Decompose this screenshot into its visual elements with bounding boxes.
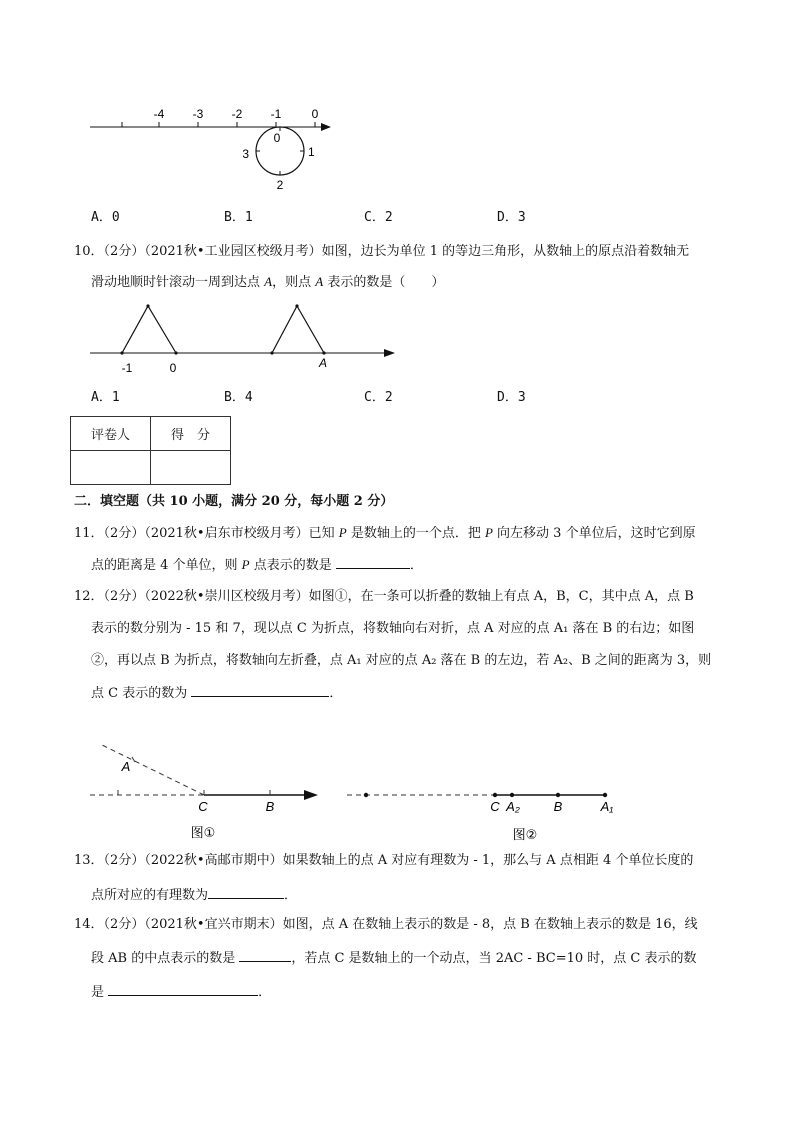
- q14-line-2: [91, 949, 696, 967]
- figure-caption: 图②: [512, 827, 538, 842]
- q14-line-1: [74, 917, 698, 933]
- q11-text: 点的距离是 4 个单位，则: [91, 558, 242, 573]
- grader-reviewer-cell[interactable]: [71, 451, 151, 485]
- tick-label: -1: [121, 361, 133, 375]
- q10-option-b[interactable]: B．4: [224, 390, 253, 405]
- tick-label: -4: [153, 107, 165, 121]
- tick-label: -1: [270, 107, 282, 121]
- q12-line-3: ②，再以点 B 为折点，将数轴向左折叠，点 A₁ 对应的点 A₂ 落在 B 的左边，若 A₂、B 之间的距离为 3，则: [91, 653, 712, 668]
- q14-text: 如图，点 A 在数轴上表示的数是 - 8，点 B 在数轴上表示的数是 16，线: [282, 917, 698, 932]
- q12-text: ．: [329, 686, 343, 701]
- q14-text: 是: [91, 985, 109, 1000]
- q11-text: ．: [409, 558, 423, 573]
- point-label-a2: A₂: [506, 799, 520, 814]
- vertex-dot: [270, 351, 273, 354]
- q10-var-a: A: [315, 274, 324, 289]
- q12-source: （2022秋•崇川区校级月考）: [144, 589, 309, 604]
- q13-text: 点所对应的有理数为: [91, 888, 209, 903]
- section-2-title: 二．填空题（共 10 小题，满分 20 分，每小题 2 分）: [74, 494, 394, 509]
- q14-answer-blank-1[interactable]: [239, 949, 291, 962]
- q11-source: （2021秋•启东市校级月考）: [144, 526, 309, 541]
- q13-source: （2022秋•高邮市期中）: [144, 853, 283, 868]
- q11-answer-blank[interactable]: [336, 556, 410, 569]
- q14-source: （2021秋•宜兴市期末）: [144, 917, 283, 932]
- tick-mark: [132, 757, 135, 762]
- tick-label: -3: [192, 107, 204, 121]
- arrow-head-icon: [384, 349, 395, 357]
- q14-answer-blank-2[interactable]: [108, 983, 258, 996]
- point-label-b: B: [553, 799, 563, 814]
- q12-text: 点 C 表示的数为: [91, 686, 192, 701]
- point-dot: [364, 793, 368, 797]
- grader-score-cell[interactable]: [151, 451, 231, 485]
- point-label-b: B: [265, 799, 275, 814]
- q10-text: 如图，边长为单位 1 的等边三角形，从数轴上的原点沿着数轴无: [321, 244, 690, 259]
- figure-caption: 图①: [190, 825, 216, 840]
- q9-option-a[interactable]: A．0: [91, 210, 120, 225]
- vertex-dot: [322, 351, 325, 354]
- point-label-a: A: [121, 759, 131, 774]
- q10-text: 滑动地顺时针滚动一周到达点: [91, 275, 265, 290]
- q12-figure-2: [345, 735, 635, 845]
- q10-text: ，则点: [272, 275, 316, 290]
- q9-option-c[interactable]: C．2: [364, 210, 393, 225]
- q9-option-b[interactable]: B．1: [224, 210, 253, 225]
- q10-line-2: [91, 274, 444, 291]
- q14-score: （2分）: [103, 917, 145, 932]
- circle-label-right: 1: [308, 145, 315, 159]
- q11-line-1: [74, 525, 696, 542]
- tick-label: 0: [311, 107, 319, 121]
- circle-label-bottom: 2: [276, 178, 284, 192]
- q12-line-4: [91, 684, 342, 702]
- q11-var-p: P: [241, 557, 250, 572]
- q10-source: （2021秋•工业园区校级月考）: [144, 244, 322, 259]
- q10-figure: [85, 300, 405, 380]
- q12-line-1: [74, 589, 694, 605]
- grader-score-header: 得 分: [151, 417, 231, 451]
- point-dot: [603, 793, 607, 797]
- q12-score: （2分）: [103, 589, 145, 604]
- q12-answer-blank[interactable]: [191, 684, 329, 697]
- tick-label: 0: [169, 361, 177, 375]
- q9-figure: [85, 100, 345, 195]
- q11-score: （2分）: [103, 526, 145, 541]
- q11-var-p: P: [484, 525, 493, 540]
- q11-text: 点表示的数是: [249, 558, 336, 573]
- folded-dashed-axis: [100, 744, 204, 795]
- arrow-head-icon: [321, 123, 331, 131]
- circle-label-left: 3: [242, 147, 249, 161]
- q13-line-2: [91, 886, 297, 904]
- arrow-head-icon: [304, 790, 318, 800]
- tick-label: -2: [231, 107, 243, 121]
- vertex-dot: [146, 304, 149, 307]
- vertex-dot: [120, 351, 123, 354]
- q13-text: ．: [284, 888, 298, 903]
- q11-var-p: P: [338, 525, 347, 540]
- point-label-c: C: [490, 799, 500, 814]
- q14-text: ．: [258, 985, 272, 1000]
- q12-figure-1: [88, 735, 328, 845]
- triangle-end: [272, 306, 324, 353]
- circle-label-top: 0: [273, 131, 281, 145]
- q13-answer-blank[interactable]: [208, 886, 284, 899]
- vertex-dot: [174, 351, 177, 354]
- q12-line-2: 表示的数分别为 - 15 和 7，现以点 C 为折点，将数轴向右对折，点 A 对应的点 A₁ 落在 B 的右边；如图: [91, 621, 695, 636]
- grader-table: [70, 416, 231, 485]
- q13-text: 如果数轴上的点 A 对应有理数为 - 1，那么与 A 点相距 4 个单位长度的: [282, 853, 694, 868]
- q13-line-1: [74, 853, 693, 869]
- q9-option-d[interactable]: D．3: [497, 210, 526, 225]
- q13-number: 13．: [74, 853, 104, 868]
- q11-number: 11．: [74, 526, 104, 541]
- q10-line-1: [74, 244, 689, 260]
- q10-option-c[interactable]: C．2: [364, 390, 393, 405]
- q13-score: （2分）: [103, 853, 145, 868]
- point-label-a1: A₁: [600, 799, 614, 814]
- point-dot: [556, 793, 560, 797]
- q14-number: 14．: [74, 917, 104, 932]
- point-label: A: [318, 356, 328, 370]
- q12-number: 12．: [74, 589, 104, 604]
- q10-var-a: A: [264, 274, 273, 289]
- point-label-c: C: [198, 799, 208, 814]
- point-dot: [493, 793, 497, 797]
- vertex-dot: [295, 304, 298, 307]
- point-dot: [510, 793, 514, 797]
- q10-option-d[interactable]: D．3: [497, 390, 526, 405]
- q10-score: （2分）: [103, 244, 145, 259]
- q12-text: 如图①，在一条可以折叠的数轴上有点 A，B，C，其中点 A，点 B: [308, 589, 694, 604]
- q14-text: 段 AB 的中点表示的数是: [91, 951, 240, 966]
- q11-text: 是数轴上的一个点．把: [346, 526, 485, 541]
- q14-line-3: [91, 983, 271, 1001]
- q11-text: 已知: [308, 526, 339, 541]
- q11-text: 向左移动 3 个单位后，这时它到原: [492, 526, 696, 541]
- q10-text: 表示的数是（ ）: [323, 275, 445, 290]
- q10-option-a[interactable]: A．1: [91, 390, 120, 405]
- q10-number: 10．: [74, 244, 104, 259]
- triangle-start: [122, 306, 176, 353]
- q11-line-2: [91, 556, 423, 574]
- q14-text: ，若点 C 是数轴上的一个动点，当 2AC - BC=10 时，点 C 表示的数: [291, 951, 697, 966]
- grader-reviewer-header: 评卷人: [71, 417, 151, 451]
